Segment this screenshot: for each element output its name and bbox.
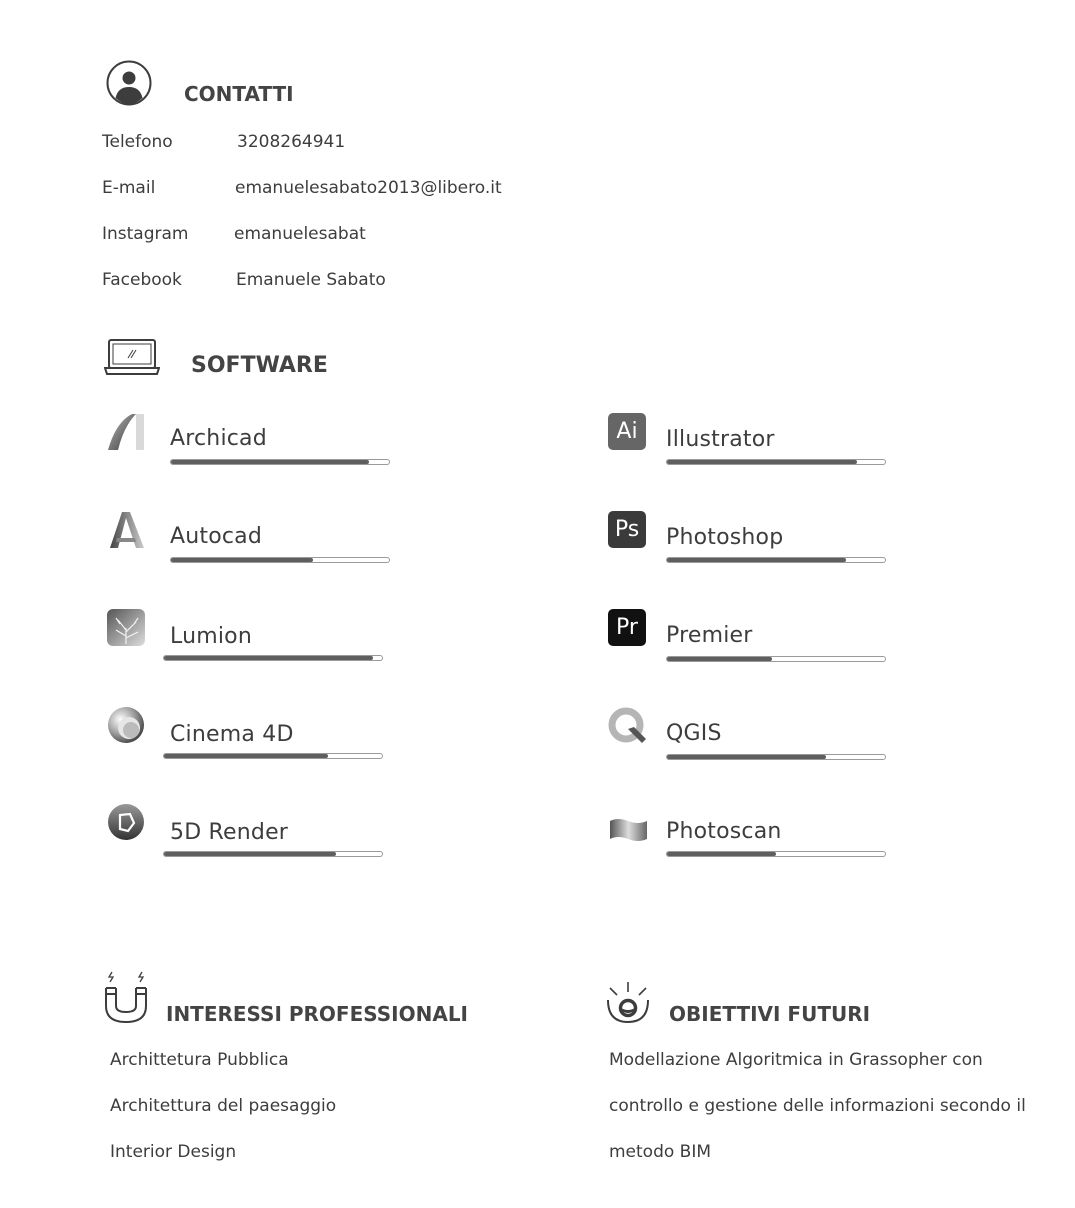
software-name: Premier [666,623,753,648]
software-item-photoscan [608,805,908,865]
contact-value-facebook[interactable]: Emanuele Sabato [236,270,386,290]
software-name: QGIS [666,721,722,746]
skill-bar [163,655,383,661]
software-item-lumion [106,608,406,668]
skill-bar-fill [164,852,336,856]
software-name: Cinema 4D [170,722,294,747]
contact-value-instagram[interactable]: emanuelesabat [234,224,366,244]
goal-line: metodo BIM [609,1142,712,1162]
photoscan-icon [608,805,648,845]
software-name: Autocad [170,524,263,549]
skill-bar-fill [164,656,373,660]
5d-render-icon [106,803,146,843]
skill-bar-fill [171,460,369,464]
software-name: Illustrator [666,427,775,452]
autocad-icon [106,510,146,550]
interest-item: Interior Design [110,1142,237,1162]
skill-bar [163,851,383,857]
interest-item: Archittetura Pubblica [110,1050,289,1070]
software-item-archicad [106,412,406,472]
contact-value-phone[interactable]: 3208264941 [237,132,346,152]
software-item-autocad [106,510,406,570]
software-name: Photoscan [666,819,782,844]
software-item-photoshop [608,511,908,571]
skill-bar-fill [667,852,776,856]
skill-bar-fill [667,657,772,661]
goal-line: Modellazione Algoritmica in Grassopher con [609,1050,983,1070]
skill-bar [666,656,886,662]
software-item-5d-render [106,803,406,863]
contact-label-instagram: Instagram [102,224,189,244]
photoshop-icon: Ps [608,511,646,548]
software-item-illustrator [608,413,908,473]
skill-bar-fill [171,558,313,562]
magnet-icon [102,970,152,1026]
skill-bar [666,851,886,857]
illustrator-icon: Ai [608,413,646,450]
software-item-qgis [608,707,908,767]
software-name: Photoshop [666,525,784,550]
contact-label-email: E-mail [102,178,156,198]
qgis-icon [608,707,648,747]
contact-label-phone: Telefono [102,132,173,152]
skill-bar [170,459,390,465]
software-title: SOFTWARE [191,353,328,378]
contacts-title: CONTATTI [184,82,294,106]
cinema4d-icon [106,706,146,746]
skill-bar-fill [164,754,328,758]
skill-bar-fill [667,755,826,759]
skill-bar [666,557,886,563]
laptop-icon [104,338,160,378]
skill-bar-fill [667,558,846,562]
archicad-icon [106,412,146,452]
contact-value-email[interactable]: emanuelesabato2013@libero.it [235,178,502,198]
skill-bar [163,753,383,759]
skill-bar [666,459,886,465]
lumion-icon [106,608,146,648]
software-item-cinema-4d [106,706,406,766]
person-icon [105,59,153,107]
idea-icon [604,980,656,1026]
goals-title: OBIETTIVI FUTURI [669,1002,871,1026]
software-name: Lumion [170,624,252,649]
skill-bar [170,557,390,563]
goal-line: controllo e gestione delle informazioni secondo il [609,1096,1026,1116]
skill-bar [666,754,886,760]
software-name: Archicad [170,426,267,451]
interest-item: Architettura del paesaggio [110,1096,337,1116]
contact-label-facebook: Facebook [102,270,182,290]
software-name: 5D Render [170,820,289,845]
software-item-premier [608,609,908,669]
interests-title: INTERESSI PROFESSIONALI [166,1002,469,1026]
premiere-icon: Pr [608,609,646,646]
skill-bar-fill [667,460,857,464]
